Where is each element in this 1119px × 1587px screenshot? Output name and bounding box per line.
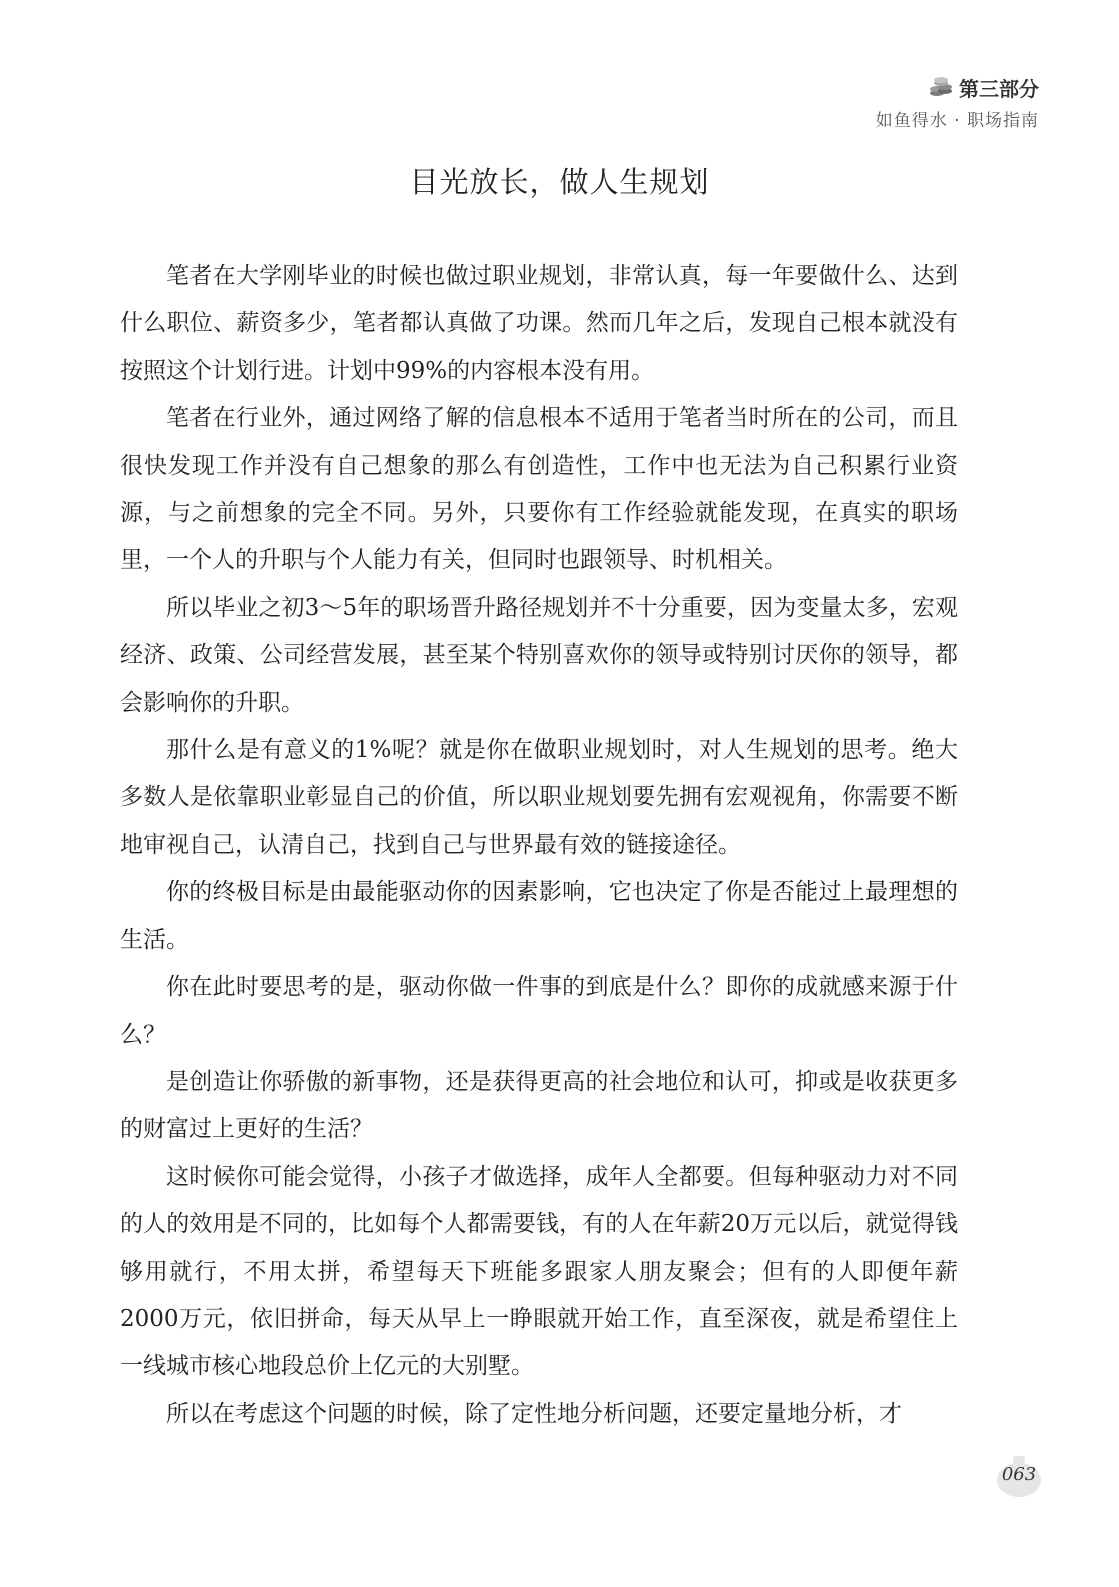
paragraph: 这时候你可能会觉得，小孩子才做选择，成年人全都要。但每种驱动力对不同的人的效用是不同的，比如每个人都需要钱，有的人在年薪20万元以后，就觉得钱够用就行，不用太拼，希望每天下班能多跟家人朋友聚会；但有的人即便年薪2000万元，依旧拼命，每天从早上一睁眼就开始工作，直至深夜，就是希望住上一线城市核心地段总价上亿元的大别墅。 (120, 1163, 958, 1380)
header-part-label: 第三部分 (959, 76, 1039, 101)
article-title: 目光放长，做人生规划 (409, 165, 710, 199)
paragraph: 所以毕业之初3～5年的职场晋升路径规划并不十分重要，因为变量太多，宏观经济、政策、公司经营发展，甚至某个特别喜欢你的领导或特别讨厌你的领导，都会影响你的升职。 (120, 594, 958, 716)
header-part-line (876, 72, 1039, 102)
coins-stack-icon (929, 76, 953, 98)
running-header (876, 72, 1039, 131)
paragraph: 那什么是有意义的1%呢？就是你在做职业规划时，对人生规划的思考。绝大多数人是依靠职业彰显自己的价值，所以职业规划要先拥有宏观视角，你需要不断地审视自己，认清自己，找到自己与世界最有效的链接途径。 (120, 737, 958, 858)
paragraph: 是创造让你骄傲的新事物，还是获得更高的社会地位和认可，抑或是收获更多的财富过上更好的生活？ (120, 1068, 958, 1143)
paragraph: 笔者在大学刚毕业的时候也做过职业规划，非常认真，每一年要做什么、达到什么职位、薪资多少，笔者都认真做了功课。然而几年之后，发现自己根本就没有按照这个计划行进。计划中99%的内容根本没有用。 (120, 263, 958, 384)
highlight-paragraph: 你的终极目标是由最能驱动你的因素影响，它也决定了你是否能过上最理想的生活。 (120, 879, 958, 953)
page-number-badge (996, 1452, 1042, 1498)
paragraph: 笔者在行业外，通过网络了解的信息根本不适用于笔者当时所在的公司，而且很快发现工作并没有自己想象的那么有创造性，工作中也无法为自己积累行业资源，与之前想象的完全不同。另外，只要你有工作经验就能发现，在真实的职场里，一个人的升职与个人能力有关，但同时也跟领导、时机相关。 (120, 405, 958, 574)
paragraph: 你在此时要思考的是，驱动你做一件事的到底是什么？即你的成就感来源于什么？ (120, 974, 958, 1048)
article-body (120, 253, 958, 1438)
page-number: 063 (1001, 1464, 1037, 1485)
header-subtitle: 如鱼得水 · 职场指南 (875, 111, 1039, 131)
paragraph: 所以在考虑这个问题的时候，除了定性地分析问题，还要定量地分析，才 (166, 1400, 902, 1427)
